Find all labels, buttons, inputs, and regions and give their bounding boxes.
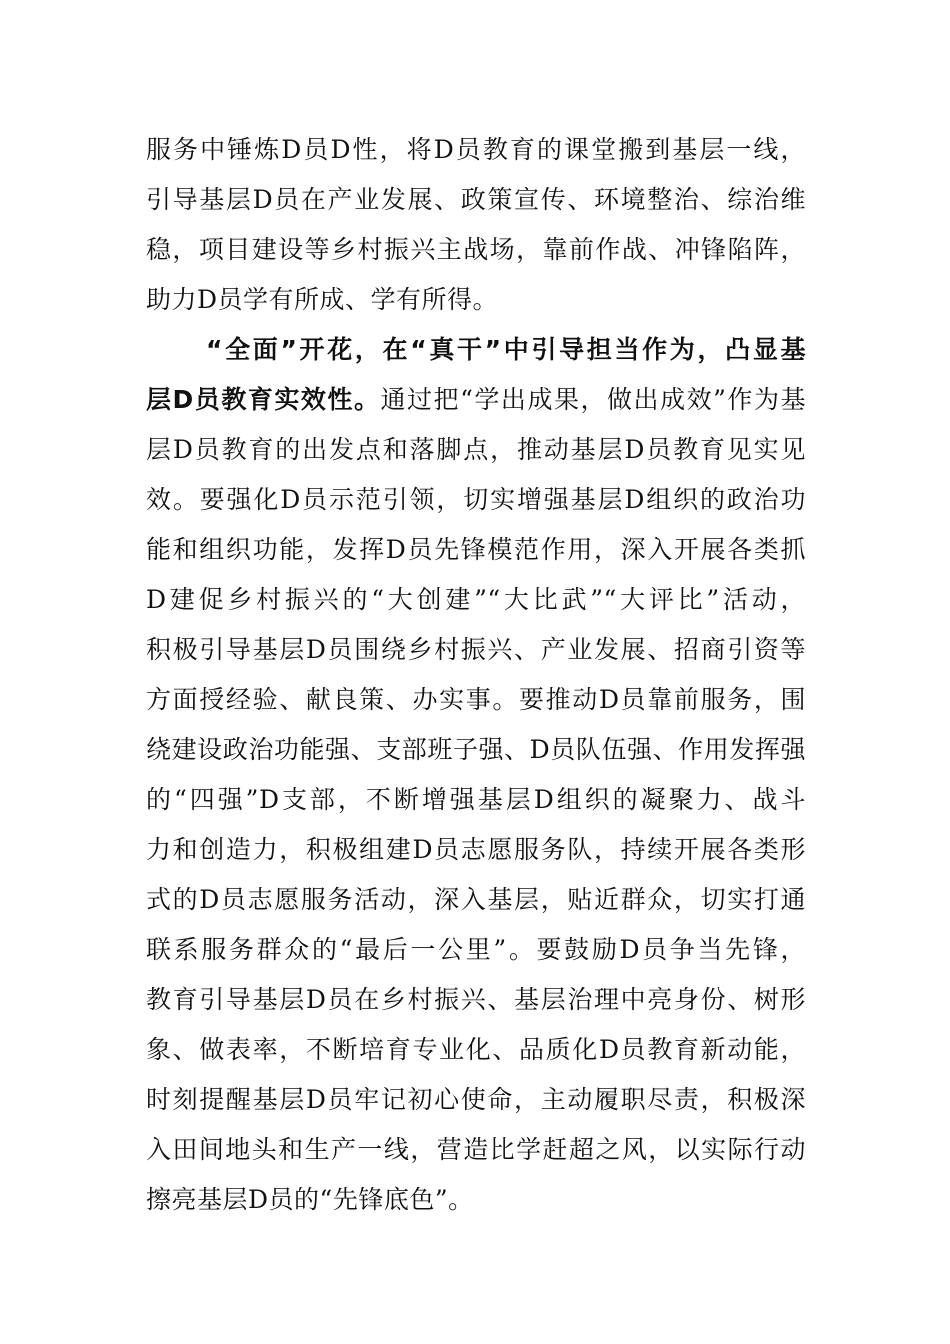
paragraph-line: 力和创造力，积极组建D员志愿服务队，持续开展各类形 (146, 835, 806, 864)
paragraph-line: 积极引导基层D员围绕乡村振兴、产业发展、招商引资等 (146, 635, 806, 664)
paragraph-line: 擦亮基层D员的“先锋底色”。 (146, 1185, 474, 1214)
paragraph-line: 助力D员学有所成、学有所得。 (146, 285, 499, 314)
paragraph-line: 引导基层D员在产业发展、政策宣传、环境整治、综治维 (146, 185, 806, 214)
paragraph-heading-end: 层D员教育实效性。 (146, 385, 381, 414)
paragraph-line: 教育引导基层D员在乡村振兴、基层治理中亮身份、树形 (146, 985, 806, 1014)
paragraph-line: 效。要强化D员示范引领，切实增强基层D组织的政治功 (146, 485, 806, 514)
paragraph-line: 时刻提醒基层D员牢记初心使命，主动履职尽责，积极深 (146, 1085, 806, 1114)
paragraph-line: 能和组织功能，发挥D员先锋模范作用，深入开展各类抓 (146, 535, 806, 564)
paragraph-line: 层D员教育的出发点和落脚点，推动基层D员教育见实见 (146, 435, 806, 464)
paragraph-line: 的“四强”D支部，不断增强基层D组织的凝聚力、战斗 (146, 785, 806, 814)
paragraph-line: 绕建设政治功能强、支部班子强、D员队伍强、作用发挥强 (146, 735, 806, 764)
paragraph-1 (146, 125, 806, 325)
paragraph-line: 稳，项目建设等乡村振兴主战场，靠前作战、冲锋陷阵， (146, 235, 806, 264)
document-body (146, 125, 806, 1225)
paragraph-line: 联系服务群众的“最后一公里”。要鼓励D员争当先锋， (146, 935, 806, 964)
paragraph-line: 方面授经验、献良策、办实事。要推动D员靠前服务，围 (146, 685, 806, 714)
paragraph-line (146, 375, 806, 425)
paragraph-line: D建促乡村振兴的“大创建”“大比武”“大评比”活动， (146, 585, 806, 614)
paragraph-line: 式的D员志愿服务活动，深入基层，贴近群众，切实打通 (146, 885, 806, 914)
paragraph-2 (146, 325, 806, 1225)
paragraph-line: 服务中锤炼D员D性，将D员教育的课堂搬到基层一线， (146, 135, 806, 164)
paragraph-heading: “全面”开花，在“真干”中引导担当作为，凸显基 (206, 335, 806, 364)
paragraph-line: 象、做表率，不断培育专业化、品质化D员教育新动能， (146, 1035, 806, 1064)
paragraph-text: 通过把“学出成果，做出成效”作为基 (380, 385, 806, 414)
paragraph-line: 入田间地头和生产一线，营造比学赶超之风，以实际行动 (146, 1135, 806, 1164)
